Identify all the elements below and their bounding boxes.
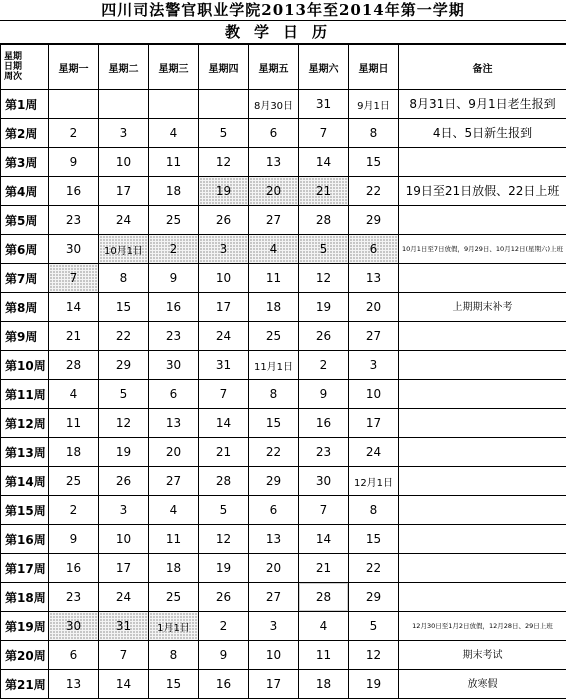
date-cell[interactable]: 9月1日 xyxy=(349,90,399,119)
date-cell[interactable]: 20 xyxy=(149,438,199,467)
date-cell[interactable]: 2 xyxy=(49,496,99,525)
date-cell[interactable]: 29 xyxy=(99,351,149,380)
date-cell[interactable]: 16 xyxy=(199,670,249,699)
date-cell[interactable]: 8 xyxy=(249,380,299,409)
date-cell[interactable]: 31 xyxy=(99,612,149,641)
date-cell[interactable]: 6 xyxy=(49,641,99,670)
date-cell[interactable]: 27 xyxy=(149,467,199,496)
corner-label: 星期 xyxy=(4,52,48,62)
week-label-cell[interactable]: 第6周 xyxy=(1,235,49,264)
date-cell[interactable]: 13 xyxy=(249,148,299,177)
teaching-calendar-table xyxy=(0,44,566,699)
date-cell[interactable]: 25 xyxy=(249,322,299,351)
date-cell[interactable]: 30 xyxy=(149,351,199,380)
week-row xyxy=(1,525,566,554)
note-cell[interactable]: 10月1日至7日放假，9月29日、10月12日(星期六)上班 xyxy=(399,235,566,264)
date-cell[interactable]: 6 xyxy=(149,380,199,409)
weekday-header-cell[interactable]: 星期日 xyxy=(349,45,399,90)
week-row xyxy=(1,90,566,119)
date-cell[interactable]: 11 xyxy=(249,264,299,293)
week-label-cell[interactable]: 第8周 xyxy=(1,293,49,322)
weekday-header-cell[interactable]: 星期二 xyxy=(99,45,149,90)
date-cell[interactable]: 11月1日 xyxy=(249,351,299,380)
date-cell[interactable]: 8月30日 xyxy=(249,90,299,119)
date-cell[interactable]: 31 xyxy=(299,90,349,119)
note-cell[interactable]: 4日、5日新生报到 xyxy=(399,119,566,148)
date-cell[interactable]: 5 xyxy=(349,612,399,641)
week-row xyxy=(1,641,566,670)
date-cell[interactable]: 16 xyxy=(299,409,349,438)
date-cell[interactable]: 21 xyxy=(199,438,249,467)
note-cell[interactable] xyxy=(399,554,566,583)
week-label-cell[interactable]: 第5周 xyxy=(1,206,49,235)
date-cell[interactable]: 14 xyxy=(99,670,149,699)
date-cell[interactable]: 28 xyxy=(299,583,349,612)
date-cell[interactable]: 11 xyxy=(49,409,99,438)
week-label-cell[interactable]: 第14周 xyxy=(1,467,49,496)
date-cell[interactable]: 3 xyxy=(249,612,299,641)
note-header-cell[interactable]: 备注 xyxy=(399,45,566,90)
weekday-header-cell[interactable]: 星期六 xyxy=(299,45,349,90)
week-label-cell[interactable]: 第7周 xyxy=(1,264,49,293)
week-label-cell[interactable]: 第21周 xyxy=(1,670,49,699)
date-cell[interactable]: 2 xyxy=(199,612,249,641)
weekday-header-cell[interactable]: 星期三 xyxy=(149,45,199,90)
date-cell[interactable]: 30 xyxy=(49,612,99,641)
date-cell[interactable]: 9 xyxy=(299,380,349,409)
date-cell[interactable]: 12 xyxy=(199,525,249,554)
date-cell[interactable]: 21 xyxy=(299,554,349,583)
note-cell[interactable]: 12月30日至1月2日放假，12月28日、29日上班 xyxy=(399,612,566,641)
date-cell[interactable]: 23 xyxy=(49,206,99,235)
date-cell[interactable]: 20 xyxy=(249,177,299,206)
date-cell[interactable]: 24 xyxy=(99,583,149,612)
note-cell[interactable] xyxy=(399,322,566,351)
week-label-cell[interactable]: 第3周 xyxy=(1,148,49,177)
week-row xyxy=(1,293,566,322)
date-cell[interactable]: 6 xyxy=(249,496,299,525)
corner-header-cell[interactable] xyxy=(1,45,49,90)
week-row xyxy=(1,235,566,264)
date-cell[interactable]: 24 xyxy=(99,206,149,235)
date-cell[interactable]: 13 xyxy=(149,409,199,438)
note-cell[interactable] xyxy=(399,438,566,467)
note-cell[interactable] xyxy=(399,148,566,177)
note-cell[interactable] xyxy=(399,351,566,380)
week-row xyxy=(1,438,566,467)
date-cell[interactable]: 24 xyxy=(199,322,249,351)
week-row xyxy=(1,467,566,496)
date-cell[interactable]: 19 xyxy=(199,554,249,583)
date-cell[interactable]: 2 xyxy=(149,235,199,264)
date-cell[interactable]: 5 xyxy=(199,119,249,148)
corner-label: 日期 xyxy=(4,62,48,72)
week-row xyxy=(1,264,566,293)
date-cell[interactable]: 11 xyxy=(149,525,199,554)
date-cell[interactable]: 21 xyxy=(299,177,349,206)
date-cell[interactable]: 31 xyxy=(199,351,249,380)
date-cell[interactable] xyxy=(149,90,199,119)
date-cell[interactable]: 7 xyxy=(49,264,99,293)
week-row xyxy=(1,380,566,409)
note-cell[interactable]: 上期期末补考 xyxy=(399,293,566,322)
date-cell[interactable]: 7 xyxy=(299,496,349,525)
date-cell[interactable]: 23 xyxy=(299,438,349,467)
date-cell[interactable]: 28 xyxy=(299,206,349,235)
week-label-cell[interactable]: 第20周 xyxy=(1,641,49,670)
note-cell[interactable] xyxy=(399,467,566,496)
date-cell[interactable]: 26 xyxy=(199,583,249,612)
date-cell[interactable]: 18 xyxy=(49,438,99,467)
week-row xyxy=(1,351,566,380)
date-cell[interactable]: 13 xyxy=(349,264,399,293)
date-cell[interactable]: 9 xyxy=(49,525,99,554)
date-cell[interactable]: 11 xyxy=(299,641,349,670)
week-row xyxy=(1,119,566,148)
week-label-cell[interactable]: 第9周 xyxy=(1,322,49,351)
date-cell[interactable]: 10 xyxy=(99,525,149,554)
week-label-cell[interactable]: 第10周 xyxy=(1,351,49,380)
date-cell[interactable]: 29 xyxy=(349,206,399,235)
date-cell[interactable]: 24 xyxy=(349,438,399,467)
date-cell[interactable]: 17 xyxy=(349,409,399,438)
date-cell[interactable]: 15 xyxy=(149,670,199,699)
week-row xyxy=(1,554,566,583)
date-cell[interactable]: 17 xyxy=(99,177,149,206)
date-cell[interactable]: 15 xyxy=(99,293,149,322)
date-cell[interactable]: 10月1日 xyxy=(99,235,149,264)
date-cell[interactable]: 7 xyxy=(299,119,349,148)
date-cell[interactable]: 13 xyxy=(249,525,299,554)
date-cell[interactable]: 12月1日 xyxy=(349,467,399,496)
date-cell[interactable]: 6 xyxy=(349,235,399,264)
date-cell[interactable]: 26 xyxy=(299,322,349,351)
sheet-subtitle: 教学日历 xyxy=(0,21,566,44)
date-cell[interactable]: 26 xyxy=(199,206,249,235)
date-cell[interactable]: 23 xyxy=(149,322,199,351)
date-cell[interactable]: 20 xyxy=(349,293,399,322)
date-cell[interactable] xyxy=(99,90,149,119)
week-row xyxy=(1,409,566,438)
note-cell[interactable]: 期末考试 xyxy=(399,641,566,670)
date-cell[interactable]: 9 xyxy=(149,264,199,293)
date-cell[interactable]: 17 xyxy=(99,554,149,583)
date-cell[interactable]: 25 xyxy=(149,583,199,612)
date-cell[interactable]: 18 xyxy=(299,670,349,699)
date-cell[interactable]: 22 xyxy=(349,554,399,583)
date-cell[interactable]: 14 xyxy=(49,293,99,322)
date-cell[interactable] xyxy=(199,90,249,119)
date-cell[interactable]: 25 xyxy=(149,206,199,235)
date-cell[interactable]: 3 xyxy=(99,119,149,148)
week-label-cell[interactable]: 第16周 xyxy=(1,525,49,554)
date-cell[interactable]: 18 xyxy=(149,554,199,583)
date-cell[interactable]: 15 xyxy=(349,525,399,554)
weekday-header-cell[interactable]: 星期一 xyxy=(49,45,99,90)
date-cell[interactable]: 19 xyxy=(299,293,349,322)
date-cell[interactable]: 29 xyxy=(249,467,299,496)
date-cell[interactable]: 22 xyxy=(249,438,299,467)
note-cell[interactable] xyxy=(399,496,566,525)
date-cell[interactable]: 5 xyxy=(99,380,149,409)
date-cell[interactable]: 8 xyxy=(349,496,399,525)
week-row xyxy=(1,148,566,177)
date-cell[interactable]: 27 xyxy=(249,206,299,235)
week-row xyxy=(1,496,566,525)
week-label-cell[interactable]: 第13周 xyxy=(1,438,49,467)
date-cell[interactable]: 4 xyxy=(149,496,199,525)
date-cell[interactable] xyxy=(49,90,99,119)
date-cell[interactable]: 30 xyxy=(299,467,349,496)
week-label-cell[interactable]: 第18周 xyxy=(1,583,49,612)
date-cell[interactable]: 27 xyxy=(349,322,399,351)
date-cell[interactable]: 12 xyxy=(299,264,349,293)
note-cell[interactable] xyxy=(399,264,566,293)
date-cell[interactable]: 14 xyxy=(199,409,249,438)
date-cell[interactable]: 15 xyxy=(349,148,399,177)
sheet-title: 四川司法警官职业学院2013年至2014年第一学期 xyxy=(0,0,566,21)
date-cell[interactable]: 5 xyxy=(199,496,249,525)
date-cell[interactable]: 8 xyxy=(149,641,199,670)
date-cell[interactable]: 20 xyxy=(249,554,299,583)
date-cell[interactable]: 10 xyxy=(249,641,299,670)
date-cell[interactable]: 4 xyxy=(299,612,349,641)
week-label-cell[interactable]: 第2周 xyxy=(1,119,49,148)
date-cell[interactable]: 13 xyxy=(49,670,99,699)
header-row xyxy=(1,45,566,90)
date-cell[interactable]: 1月1日 xyxy=(149,612,199,641)
date-cell[interactable]: 9 xyxy=(199,641,249,670)
date-cell[interactable]: 19 xyxy=(99,438,149,467)
note-cell[interactable]: 8月31日、9月1日老生报到 xyxy=(399,90,566,119)
note-cell[interactable] xyxy=(399,583,566,612)
date-cell[interactable]: 4 xyxy=(249,235,299,264)
date-cell[interactable]: 10 xyxy=(199,264,249,293)
note-cell[interactable] xyxy=(399,380,566,409)
date-cell[interactable]: 29 xyxy=(349,583,399,612)
date-cell[interactable]: 12 xyxy=(349,641,399,670)
date-cell[interactable]: 19 xyxy=(349,670,399,699)
date-cell[interactable]: 16 xyxy=(49,554,99,583)
weekday-header-cell[interactable]: 星期四 xyxy=(199,45,249,90)
date-cell[interactable]: 11 xyxy=(149,148,199,177)
date-cell[interactable]: 4 xyxy=(49,380,99,409)
note-cell[interactable]: 放寒假 xyxy=(399,670,566,699)
note-cell[interactable] xyxy=(399,525,566,554)
note-cell[interactable] xyxy=(399,409,566,438)
weekday-header-cell[interactable]: 星期五 xyxy=(249,45,299,90)
date-cell[interactable]: 6 xyxy=(249,119,299,148)
date-cell[interactable]: 7 xyxy=(199,380,249,409)
date-cell[interactable]: 27 xyxy=(249,583,299,612)
week-label-cell[interactable]: 第12周 xyxy=(1,409,49,438)
week-row xyxy=(1,177,566,206)
date-cell[interactable]: 25 xyxy=(49,467,99,496)
date-cell[interactable]: 3 xyxy=(199,235,249,264)
date-cell[interactable]: 16 xyxy=(49,177,99,206)
date-cell[interactable]: 8 xyxy=(99,264,149,293)
date-cell[interactable]: 26 xyxy=(99,467,149,496)
week-row xyxy=(1,670,566,699)
date-cell[interactable]: 17 xyxy=(249,670,299,699)
week-row xyxy=(1,612,566,641)
date-cell[interactable]: 12 xyxy=(99,409,149,438)
date-cell[interactable]: 14 xyxy=(299,148,349,177)
date-cell[interactable]: 5 xyxy=(299,235,349,264)
date-cell[interactable]: 16 xyxy=(149,293,199,322)
week-row xyxy=(1,583,566,612)
date-cell[interactable]: 23 xyxy=(49,583,99,612)
date-cell[interactable]: 18 xyxy=(149,177,199,206)
date-cell[interactable]: 8 xyxy=(349,119,399,148)
corner-label: 周次 xyxy=(4,72,48,82)
date-cell[interactable]: 17 xyxy=(199,293,249,322)
week-label-cell[interactable]: 第1周 xyxy=(1,90,49,119)
date-cell[interactable]: 18 xyxy=(249,293,299,322)
date-cell[interactable]: 15 xyxy=(249,409,299,438)
date-cell[interactable]: 12 xyxy=(199,148,249,177)
date-cell[interactable]: 28 xyxy=(199,467,249,496)
week-row xyxy=(1,206,566,235)
date-cell[interactable]: 9 xyxy=(49,148,99,177)
note-cell[interactable]: 19日至21日放假、22日上班 xyxy=(399,177,566,206)
date-cell[interactable]: 22 xyxy=(99,322,149,351)
date-cell[interactable]: 14 xyxy=(299,525,349,554)
date-cell[interactable]: 2 xyxy=(299,351,349,380)
date-cell[interactable]: 22 xyxy=(349,177,399,206)
date-cell[interactable]: 10 xyxy=(349,380,399,409)
week-label-cell[interactable]: 第15周 xyxy=(1,496,49,525)
date-cell[interactable]: 3 xyxy=(349,351,399,380)
week-label-cell[interactable]: 第4周 xyxy=(1,177,49,206)
date-cell[interactable]: 30 xyxy=(49,235,99,264)
week-label-cell[interactable]: 第17周 xyxy=(1,554,49,583)
week-label-cell[interactable]: 第19周 xyxy=(1,612,49,641)
date-cell[interactable]: 4 xyxy=(149,119,199,148)
date-cell[interactable]: 21 xyxy=(49,322,99,351)
note-cell[interactable] xyxy=(399,206,566,235)
date-cell[interactable]: 2 xyxy=(49,119,99,148)
date-cell[interactable]: 19 xyxy=(199,177,249,206)
date-cell[interactable]: 7 xyxy=(99,641,149,670)
date-cell[interactable]: 3 xyxy=(99,496,149,525)
week-row xyxy=(1,322,566,351)
week-label-cell[interactable]: 第11周 xyxy=(1,380,49,409)
date-cell[interactable]: 10 xyxy=(99,148,149,177)
date-cell[interactable]: 28 xyxy=(49,351,99,380)
